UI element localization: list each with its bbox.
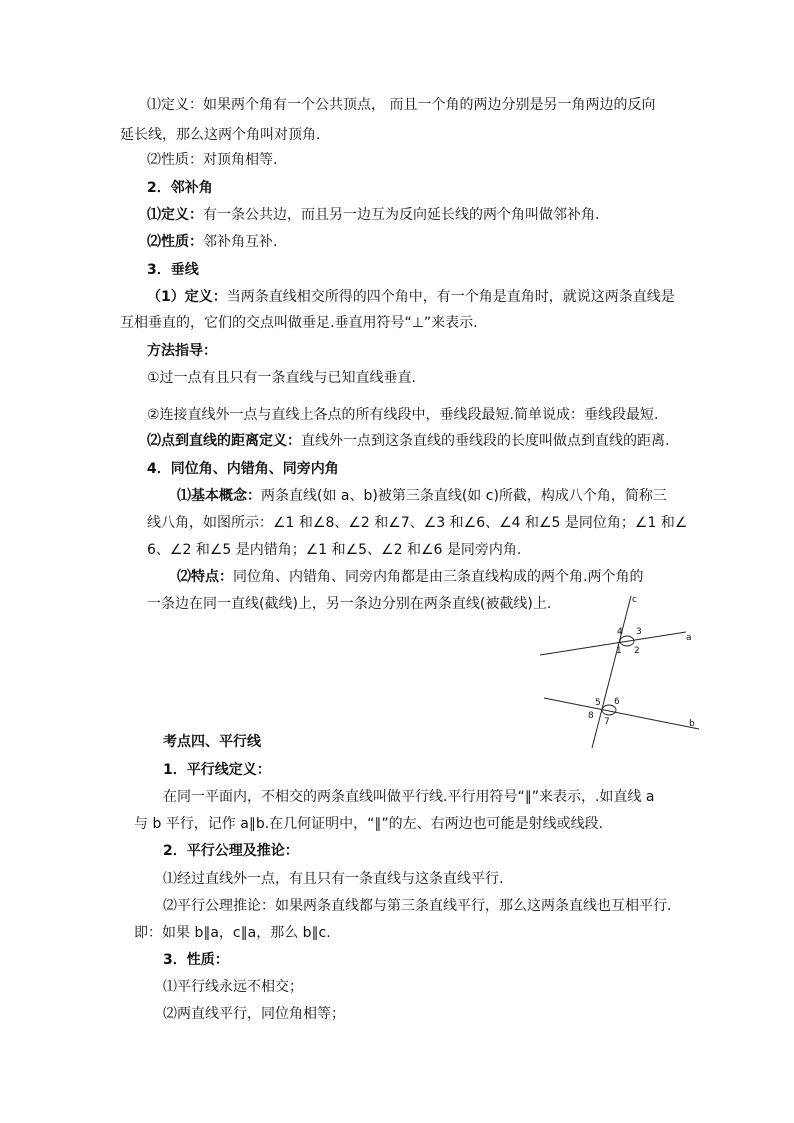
angle-label-1: 1 — [616, 646, 622, 656]
line-a — [540, 632, 686, 655]
three-lines-eight-angles-figure — [536, 592, 706, 752]
line-12: ②连接直线外一点与直线上各点的所有线段中，垂线段最短.简单说成：垂线段最短. — [147, 407, 659, 423]
def-text: 直线外一点到这条直线的垂线段的长度叫做点到直线的距离. — [301, 433, 670, 449]
line-22: 在同一平面内，不相交的两条直线叫做平行线.平行用符号“∥”来表示，.如直线 a — [163, 789, 655, 805]
line-01: ⑴定义：如果两个角有一个公共顶点， 而且一个角的两边分别是另一角两边的反向 — [147, 97, 656, 113]
concept-label: ⑴基本概念： — [177, 488, 261, 504]
line-11: ①过一点有且只有一条直线与已知直线垂直. — [147, 370, 416, 386]
concept-text: 两条直线(如 a、b)被第三条直线(如 c)所截，构成八个角，简称三 — [261, 488, 667, 504]
line-c — [592, 596, 631, 748]
line-06 — [147, 232, 277, 252]
angle-label-2: 2 — [634, 646, 640, 656]
def-text: 当两条直线相交所得的四个角中，有一个角是直角时，就说这两条直线是 — [226, 289, 675, 305]
label-a: a — [686, 633, 692, 643]
line-18 — [177, 567, 643, 587]
line-28: 3．性质： — [163, 952, 229, 968]
line-29: ⑴平行线永远不相交； — [163, 979, 303, 995]
line-07: 3．垂线 — [147, 262, 199, 278]
line-15 — [177, 486, 667, 506]
angle-label-7: 7 — [604, 717, 610, 727]
line-02: 延长线，那么这两个角叫对顶角. — [120, 127, 321, 143]
line-17: 6、∠2 和∠5 是内错角；∠1 和∠5、∠2 和∠6 是同旁内角. — [147, 542, 522, 558]
property-label: ⑵性质： — [147, 234, 203, 250]
line-10: 方法指导： — [147, 343, 217, 359]
def-label: ⑵点到直线的距离定义： — [147, 433, 301, 449]
line-21: 1．平行线定义： — [163, 762, 271, 778]
angle-label-5: 5 — [595, 698, 601, 708]
label-b: b — [689, 719, 695, 729]
line-19: 一条边在同一直线(截线)上，另一条边分别在两条直线(被截线)上. — [147, 596, 552, 612]
figure-svg — [536, 592, 706, 752]
line-14: 4．同位角、内错角、同旁内角 — [147, 461, 339, 477]
feature-label: ⑵特点： — [177, 569, 233, 585]
line-08 — [147, 287, 675, 307]
line-09: 互相垂直的，它们的交点叫做垂足.垂直用符号“⊥”来表示. — [120, 315, 478, 331]
line-24: 2．平行公理及推论： — [163, 843, 299, 859]
line-16: 线八角，如图所示：∠1 和∠8、∠2 和∠7、∠3 和∠6、∠4 和∠5 是同位角；∠1 和∠ — [147, 515, 688, 531]
line-b — [544, 698, 699, 729]
line-30: ⑵两直线平行，同位角相等； — [163, 1006, 345, 1022]
angle-label-6: 6 — [614, 697, 620, 707]
line-23: 与 b 平行，记作 a∥b.在几何证明中，“∥”的左、右两边也可能是射线或线段. — [134, 816, 604, 832]
def-text: 有一条公共边，而且另一边互为反向延长线的两个角叫做邻补角. — [203, 207, 600, 223]
line-26: ⑵平行公理推论：如果两条直线都与第三条直线平行，那么这两条直线也互相平行. — [163, 898, 672, 914]
angle-label-8: 8 — [588, 711, 594, 721]
line-13 — [147, 431, 669, 451]
line-04: 2．邻补角 — [147, 180, 213, 196]
line-05 — [147, 205, 599, 225]
feature-text: 同位角、内错角、同旁内角都是由三条直线构成的两个角.两个角的 — [233, 569, 644, 585]
def-label: ⑴定义： — [147, 207, 203, 223]
def-label: （1）定义： — [147, 289, 227, 305]
line-27: 即：如果 b∥a，c∥a，那么 b∥c. — [134, 925, 331, 941]
angle-label-4: 4 — [617, 627, 623, 637]
angle-label-3: 3 — [636, 627, 642, 637]
line-03: ⑵性质：对顶角相等. — [147, 152, 278, 168]
line-20: 考点四、平行线 — [163, 734, 261, 750]
line-25: ⑴经过直线外一点，有且只有一条直线与这条直线平行. — [163, 871, 504, 887]
property-text: 邻补角互补. — [203, 234, 278, 250]
label-c: c — [632, 595, 637, 605]
